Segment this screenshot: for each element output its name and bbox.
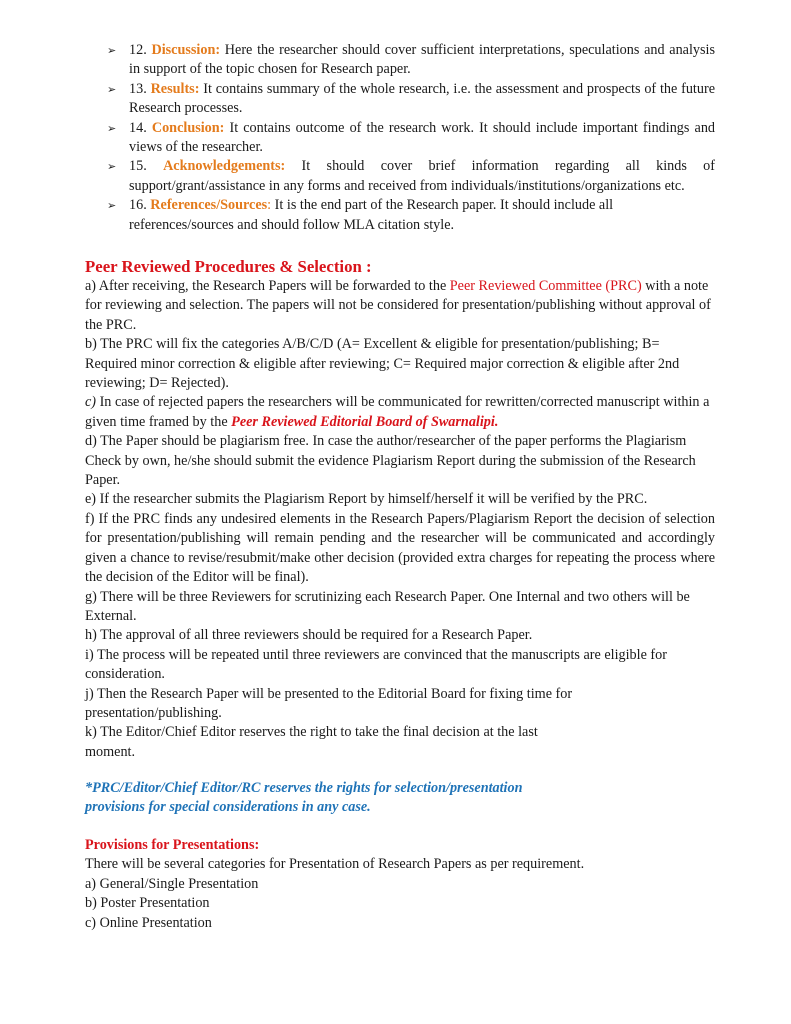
rule-k-line-2: moment. xyxy=(85,743,136,760)
item-text: It is the end part of the Research paper. It should include all xyxy=(271,197,614,214)
rule-f: f) If the PRC finds any undesired elements in the Research Papers/Plagiarism Report the decision of selection for presentation/publishing will remain pending and the researcher will be communicated and accordingly given a chance to revise/resubmit/make other decision (provided extra charges for repeating the process where the decision of the Editor will be final). xyxy=(85,510,715,586)
note-line-1: *PRC/Editor/Chief Editor/RC reserves the rights for selection/presentation xyxy=(85,780,523,796)
rule-e: e) If the researcher submits the Plagiarism Report by himself/herself it will be verified by the PRC. xyxy=(85,491,648,508)
item-line-1 xyxy=(129,196,715,215)
rule-k xyxy=(85,723,715,762)
rule-j xyxy=(85,685,715,724)
rule-g: g) There will be three Reviewers for scrutinizing each Research Paper. One Internal and two others will be External. xyxy=(85,588,690,624)
item-term: Results: xyxy=(150,80,200,97)
rule-b: b) The PRC will fix the categories A/B/C/D (A= Excellent & eligible for presentation/publishing; B= Required minor correction & eligible after reviewing; C= Required major correction & eligible after 2nd reviewing; D= Rejected). xyxy=(85,336,680,392)
arrow-bullet-icon: ➢ xyxy=(107,160,117,174)
editorial-board-highlight: Peer Reviewed Editorial Board of Swarnalipi. xyxy=(231,413,499,430)
item-term: Acknowledgements: xyxy=(163,158,286,175)
list-item-results xyxy=(107,80,715,119)
arrow-bullet-icon: ➢ xyxy=(107,82,117,96)
note-line-2: provisions for special considerations in any case. xyxy=(85,799,371,816)
item-number: 16. xyxy=(129,197,147,214)
presentation-type-general: a) General/Single Presentation xyxy=(85,875,259,892)
item-text: It should cover brief information regarding all kinds of xyxy=(285,158,715,175)
rights-note xyxy=(85,779,715,818)
item-number: 14. xyxy=(129,119,147,136)
item-term: Conclusion: xyxy=(151,119,225,136)
rule-j-line-1: j) Then the Research Paper will be presented to the Editorial Board for fixing time for xyxy=(85,685,573,702)
presentations-intro: There will be several categories for Presentation of Research Papers as per requirement. xyxy=(85,856,585,873)
rule-a-suffix: with a note for reviewing and selection. The papers will not be considered for presentation/publishing without approval of the PRC. xyxy=(85,278,711,333)
item-text: Here the researcher should cover sufficient interpretations, speculations and analysis in support of the topic chosen for Research paper. xyxy=(129,42,716,78)
section-heading: Peer Reviewed Procedures & Selection : xyxy=(85,257,372,276)
presentation-type-poster: b) Poster Presentation xyxy=(85,895,210,912)
rule-c xyxy=(85,393,715,432)
item-line-1 xyxy=(129,157,715,176)
arrow-bullet-icon: ➢ xyxy=(107,44,117,57)
presentations-section xyxy=(85,836,715,933)
item-number: 15. xyxy=(129,158,147,175)
item-line-2: references/sources and should follow MLA citation style. xyxy=(129,216,455,233)
rule-c-label: c) xyxy=(85,394,97,411)
list-item-acknowledgements xyxy=(107,157,715,196)
arrow-bullet-icon: ➢ xyxy=(107,121,117,135)
peer-review-section xyxy=(85,257,715,762)
item-term: Discussion: xyxy=(151,42,221,58)
item-number: 13. xyxy=(129,80,147,97)
rule-i: i) The process will be repeated until three reviewers are convinced that the manuscripts are eligible for consideration. xyxy=(85,646,667,683)
rule-j-line-2: presentation/publishing. xyxy=(85,704,222,721)
rule-h: h) The approval of all three reviewers should be required for a Research Paper. xyxy=(85,627,533,644)
paper-components-list xyxy=(107,41,715,235)
rule-k-line-1: k) The Editor/Chief Editor reserves the right to take the final decision at the last xyxy=(85,724,538,741)
item-text: It contains outcome of the research work. It should include important findings and views of the researcher. xyxy=(129,119,716,156)
section-subheading: Provisions for Presentations: xyxy=(85,837,260,853)
rule-a xyxy=(85,277,715,335)
item-line-2: support/grant/assistance in any forms and received from individuals/institutions/organizations etc. xyxy=(129,177,685,194)
presentation-type-online: c) Online Presentation xyxy=(85,914,212,931)
prc-highlight: Peer Reviewed Committee (PRC) xyxy=(449,278,642,294)
item-number: 12. xyxy=(129,42,147,58)
list-item-conclusion xyxy=(107,119,715,158)
list-item-references xyxy=(107,196,715,235)
item-term: References/Sources xyxy=(150,197,268,214)
item-term-suffix: : xyxy=(267,197,272,214)
rule-a-prefix: a) After receiving, the Research Papers will be forwarded to the xyxy=(85,278,450,294)
item-text: It contains summary of the whole research, i.e. the assessment and prospects of the future Research processes. xyxy=(129,80,715,117)
list-item-discussion xyxy=(107,41,715,80)
rule-c-prefix: In case of rejected papers the researchers will be communicated for rewritten/corrected manuscript within a given time framed by the xyxy=(85,394,710,430)
rule-d: d) The Paper should be plagiarism free. In case the author/researcher of the paper performs the Plagiarism Check by own, he/she should submit the evidence Plagiarism Report during the submission of the Research Paper. xyxy=(85,433,696,489)
arrow-bullet-icon: ➢ xyxy=(107,199,117,213)
